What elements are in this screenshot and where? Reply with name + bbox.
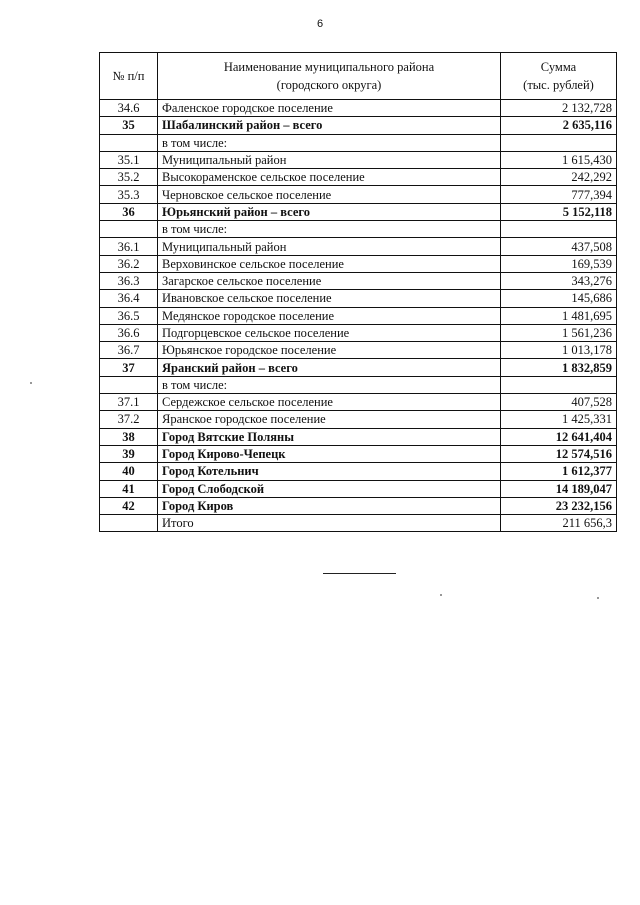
row-name: Город Вятские Поляны <box>158 428 501 445</box>
table-header-row <box>100 53 617 100</box>
row-number <box>100 221 158 238</box>
page-number: 6 <box>316 18 324 30</box>
table-row <box>100 290 617 307</box>
row-sum <box>501 134 617 151</box>
row-name: Фаленское городское поселение <box>158 100 501 117</box>
row-name: Яранское городское поселение <box>158 411 501 428</box>
row-sum: 23 232,156 <box>501 497 617 514</box>
row-number: 42 <box>100 497 158 514</box>
row-number: 35.1 <box>100 151 158 168</box>
row-name: Ивановское сельское поселение <box>158 290 501 307</box>
row-number: 38 <box>100 428 158 445</box>
table-row <box>100 359 617 376</box>
table-row <box>100 100 617 117</box>
table-row <box>100 480 617 497</box>
row-number: 37.2 <box>100 411 158 428</box>
table-row <box>100 342 617 359</box>
row-number: 34.6 <box>100 100 158 117</box>
row-name: Город Киров <box>158 497 501 514</box>
row-number: 36.6 <box>100 324 158 341</box>
table-row <box>100 221 617 238</box>
row-sum: 1 481,695 <box>501 307 617 324</box>
header-sum-line2: (тыс. рублей) <box>523 78 594 92</box>
row-name: Юрьянский район – всего <box>158 203 501 220</box>
row-number: 36.1 <box>100 238 158 255</box>
table-row <box>100 376 617 393</box>
row-name: Яранский район – всего <box>158 359 501 376</box>
row-number: 39 <box>100 445 158 462</box>
table-body <box>100 100 617 532</box>
header-sum-line1: Сумма <box>540 60 577 74</box>
table-row <box>100 238 617 255</box>
budget-table <box>99 52 617 532</box>
scan-speck <box>440 594 442 596</box>
table-row <box>100 324 617 341</box>
row-number: 36.2 <box>100 255 158 272</box>
row-name: Итого <box>158 515 501 532</box>
row-sum: 437,508 <box>501 238 617 255</box>
row-name: Медянское городское поселение <box>158 307 501 324</box>
row-number: 36.7 <box>100 342 158 359</box>
row-number: 37.1 <box>100 394 158 411</box>
row-name: Высокораменское сельское поселение <box>158 169 501 186</box>
table-row <box>100 497 617 514</box>
header-num-label: № п/п <box>112 69 145 83</box>
table-row <box>100 134 617 151</box>
row-name: Черновское сельское поселение <box>158 186 501 203</box>
row-name: Муниципальный район <box>158 238 501 255</box>
table-row <box>100 394 617 411</box>
row-sum: 1 612,377 <box>501 463 617 480</box>
row-name: Город Слободской <box>158 480 501 497</box>
header-name <box>158 53 501 100</box>
table-row <box>100 203 617 220</box>
row-name: Подгорцевское сельское поселение <box>158 324 501 341</box>
row-sum: 777,394 <box>501 186 617 203</box>
row-name: Город Кирово-Чепецк <box>158 445 501 462</box>
row-number: 35.2 <box>100 169 158 186</box>
row-sum <box>501 376 617 393</box>
table-row <box>100 272 617 289</box>
row-sum: 12 574,516 <box>501 445 617 462</box>
row-number: 41 <box>100 480 158 497</box>
scan-speck <box>597 597 599 599</box>
row-sum: 407,528 <box>501 394 617 411</box>
row-name: в том числе: <box>158 221 501 238</box>
row-sum: 1 013,178 <box>501 342 617 359</box>
table-row <box>100 411 617 428</box>
table-row <box>100 117 617 134</box>
row-number <box>100 515 158 532</box>
closing-rule <box>323 573 396 574</box>
row-number: 36.4 <box>100 290 158 307</box>
row-number: 36.5 <box>100 307 158 324</box>
row-name: Юрьянское городское поселение <box>158 342 501 359</box>
scan-speck <box>30 382 32 384</box>
header-name-line2: (городского округа) <box>276 78 382 92</box>
row-sum: 14 189,047 <box>501 480 617 497</box>
row-number: 35.3 <box>100 186 158 203</box>
row-name: в том числе: <box>158 134 501 151</box>
row-sum: 2 132,728 <box>501 100 617 117</box>
table-row <box>100 463 617 480</box>
row-name: Сердежское сельское поселение <box>158 394 501 411</box>
row-sum: 242,292 <box>501 169 617 186</box>
header-sum <box>501 53 617 100</box>
header-name-line1: Наименование муниципального района <box>223 60 435 74</box>
row-name: Город Котельнич <box>158 463 501 480</box>
table-row <box>100 428 617 445</box>
table-row <box>100 186 617 203</box>
table-row <box>100 307 617 324</box>
row-number: 36 <box>100 203 158 220</box>
row-sum: 343,276 <box>501 272 617 289</box>
row-sum: 1 832,859 <box>501 359 617 376</box>
row-sum: 5 152,118 <box>501 203 617 220</box>
row-name: Загарское сельское поселение <box>158 272 501 289</box>
row-name: Муниципальный район <box>158 151 501 168</box>
row-sum: 169,539 <box>501 255 617 272</box>
row-sum: 2 635,116 <box>501 117 617 134</box>
row-name: Шабалинский район – всего <box>158 117 501 134</box>
table-row <box>100 169 617 186</box>
row-name: в том числе: <box>158 376 501 393</box>
row-number <box>100 376 158 393</box>
row-sum: 211 656,3 <box>501 515 617 532</box>
row-number <box>100 134 158 151</box>
row-sum: 1 561,236 <box>501 324 617 341</box>
row-sum: 145,686 <box>501 290 617 307</box>
row-sum: 1 425,331 <box>501 411 617 428</box>
table-row <box>100 151 617 168</box>
table-row <box>100 445 617 462</box>
row-number: 35 <box>100 117 158 134</box>
row-sum: 1 615,430 <box>501 151 617 168</box>
header-num <box>100 53 158 100</box>
table-row <box>100 515 617 532</box>
table-row <box>100 255 617 272</box>
row-number: 40 <box>100 463 158 480</box>
row-number: 36.3 <box>100 272 158 289</box>
row-sum: 12 641,404 <box>501 428 617 445</box>
row-number: 37 <box>100 359 158 376</box>
row-sum <box>501 221 617 238</box>
row-name: Верховинское сельское поселение <box>158 255 501 272</box>
